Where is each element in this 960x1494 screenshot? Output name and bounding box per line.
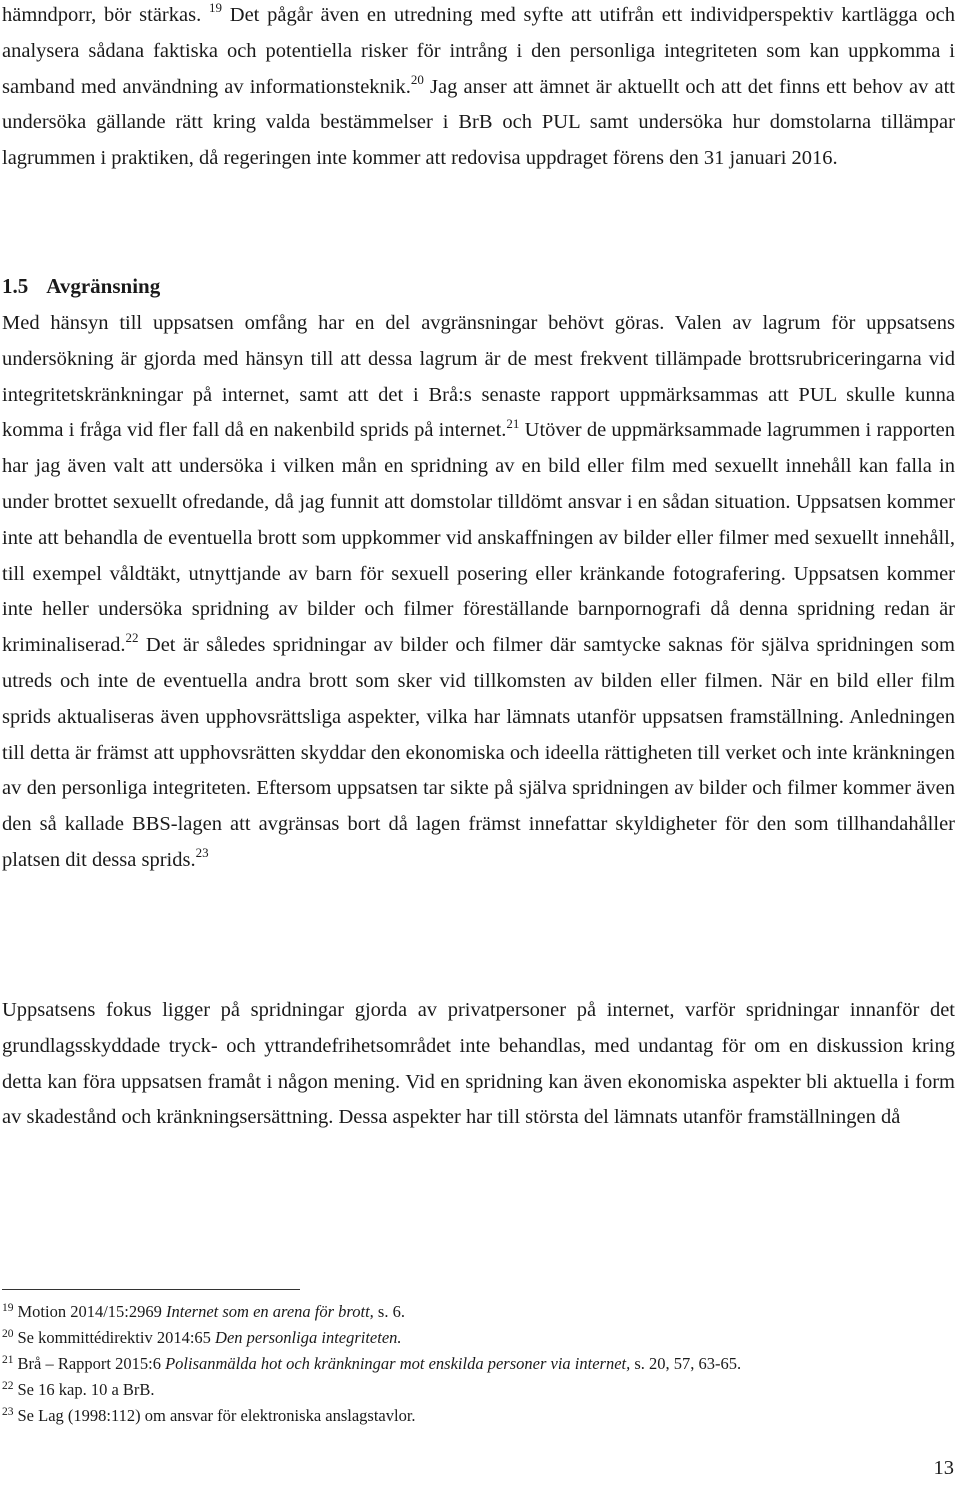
paragraph-text: Det är således spridningar av bilder och filmer där samtycke saknas för själva spridningen som utreds och inte de eventuella andra brott som sker vid tillkomsten av bilden eller filmen. När en bild eller film sprids aktualiseras även upphovsrättsliga aspekter, vilka har lämnats utanför uppsatsen framställning. Anledningen till detta är främst att upphovsrätten skyddar den ekonomiska och ideella rättigheten till verket och inte kränkningen av den personliga integriteten. Eftersom uppsatsen tar sikte på själva spridningen av bilder och filmer kommer även den så kallade BBS-lagen att avgränsas bort då lagen främst innefattar skyldigheter för den som tillhandahåller platsen dit dessa sprids. — [2, 634, 955, 871]
footnote-number: 22 — [2, 1380, 14, 1392]
footnote-text: Se Lag (1998:112) om ansvar för elektroniska anslagstavlor. — [17, 1406, 416, 1425]
footnote-title: Polisanmälda hot och kränkningar mot enskilda personer via internet, — [165, 1354, 631, 1373]
page-number: 13 — [933, 1457, 954, 1479]
footnote-title: Den personliga integriteten. — [215, 1328, 402, 1347]
paragraph-text: Uppsatsens fokus ligger på spridningar gjorda av privatpersoner på internet, varför spridningar innanför det grundlagsskyddade tryck- och yttrandefrihetsområdet inte behandlas, med undantag för om en diskussion kring detta kan föra uppsatsen framåt i någon mening. Vid en spridning kan även ekonomiska aspekter bli aktuella i form av skadestånd och kränkningsersättning. Dessa aspekter har till största del lämnats utanför framställningen då — [2, 999, 955, 1129]
footnote-text: Motion 2014/15:2969 — [17, 1302, 167, 1321]
footnote-number: 21 — [2, 1354, 14, 1366]
footnote-reference[interactable]: 19 — [208, 0, 222, 16]
footnote-text: Se 16 kap. 10 a BrB. — [17, 1380, 155, 1399]
footnote-title: Internet som en arena för brott, — [166, 1302, 374, 1321]
footnote — [2, 1378, 952, 1404]
footnote-reference[interactable]: 20 — [410, 71, 424, 87]
paragraph-text: Med hänsyn till uppsatsen omfång har en del avgränsningar behövt göras. Valen av lagrum för uppsatsens undersökning är gjorda med hänsyn till att dessa lagrum är de mest frekvent tillämpade brottsrubriceringarna vid integritetskränkningar på internet, samt att det i Brå:s senaste rapport uppmärksammas att PUL skulle kunna komma i fråga vid fler fall då en nakenbild sprids på internet. — [2, 312, 955, 442]
footnote-text: s. 6. — [373, 1302, 405, 1321]
footnote — [2, 1326, 952, 1352]
paragraph-intro — [2, 0, 955, 177]
footnote-text: s. 20, 57, 63-65. — [630, 1354, 742, 1373]
paragraph-delimitation — [2, 306, 955, 879]
paragraph-text: Det pågår även en utredning med syfte att utifrån ett individperspektiv kartlägga och analysera sådana faktiska och potentiella risker för intrång i den personliga integriteten som kan uppkomma i samband med användning av informationsteknik. — [2, 4, 955, 98]
footnote-number: 20 — [2, 1328, 14, 1340]
footnote-text: Se kommittédirektiv 2014:65 — [17, 1328, 216, 1347]
paragraph-text: Utöver de uppmärksammade lagrummen i rapporten har jag även valt att undersöka i vilken mån en spridning av en bild eller film med sexuellt innehåll kan falla in under brottet sexuellt ofredande, då jag funnit att domstolar tilldömt ansvar i en sådan situation. Uppsatsen kommer inte att behandla de eventuella brott som uppkommer vid anskaffningen av bilder eller filmer med sexuellt innehåll, till exempel våldtäkt, utnyttjande av barn för sexuell posering eller kränkande fotografering. Uppsatsen kommer inte heller undersöka spridning av bilder och filmer föreställande barnpornografi då denna spridning redan är kriminaliserad. — [2, 419, 955, 657]
section-heading — [2, 270, 160, 302]
footnote-number: 23 — [2, 1406, 14, 1418]
footnote — [2, 1300, 952, 1326]
paragraph-text: Jag anser att ämnet är aktuellt och att det finns ett behov av att undersöka gällande rätt kring valda bestämmelser i BrB och PUL samt undersöka hur domstolarna tillämpar lagrummen i praktiken, då regeringen inte kommer att redovisa uppdraget förens den 31 januari 2016. — [2, 75, 955, 170]
footnote-list — [2, 1300, 952, 1430]
footnote — [2, 1352, 952, 1378]
footnote-reference[interactable]: 22 — [125, 630, 139, 646]
paragraph-text: hämndporr, bör stärkas. — [2, 4, 209, 26]
footnote-reference[interactable]: 21 — [506, 415, 520, 431]
section-title: Avgränsning — [46, 274, 161, 298]
footnote-reference[interactable]: 23 — [195, 845, 209, 861]
section-number: 1.5 — [2, 274, 29, 298]
footnote-separator — [2, 1289, 300, 1290]
footnote-number: 19 — [2, 1302, 14, 1314]
footnote — [2, 1404, 952, 1430]
footnote-text: Brå – Rapport 2015:6 — [17, 1354, 166, 1373]
paragraph-focus — [2, 993, 955, 1136]
